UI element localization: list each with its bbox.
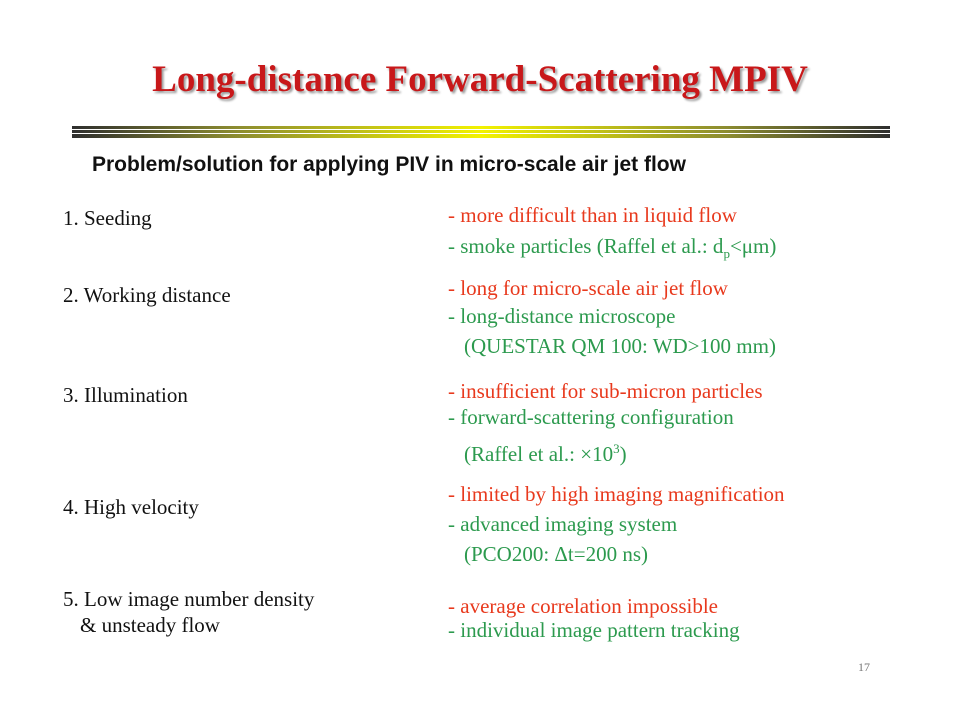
illumination-solution: - forward-scattering configuration xyxy=(448,405,734,429)
velocity-solution-detail: (PCO200: Δt=200 ns) xyxy=(464,542,649,566)
page-title: Long-distance Forward-Scattering MPIV xyxy=(152,59,808,100)
item-image-density xyxy=(63,586,314,638)
item-label-line1: 5. Low image number density xyxy=(63,587,315,611)
item-label: 3. Illumination xyxy=(63,383,188,407)
distance-problem: - long for micro-scale air jet flow xyxy=(448,276,728,300)
item-label: 4. High velocity xyxy=(63,495,199,519)
item-high-velocity xyxy=(63,495,199,520)
item-label: 1. Seeding xyxy=(63,206,152,230)
density-solution: - individual image pattern tracking xyxy=(448,618,740,642)
title-divider xyxy=(72,126,890,138)
distance-solution: - long-distance microscope xyxy=(448,304,676,328)
seeding-solution: - smoke particles (Raffel et al.: $d_p<\mu m$) xyxy=(448,234,777,262)
illumination-detail: (Raffel et al.: $\times 10^3$) xyxy=(464,441,627,466)
item-illumination xyxy=(63,383,188,408)
distance-solution-detail: (QUESTAR QM 100: WD>100 mm) xyxy=(464,334,776,358)
slide-subtitle: Problem/solution for applying PIV in micro-scale air jet flow xyxy=(92,153,686,176)
seeding-problem: - more difficult than in liquid flow xyxy=(448,203,737,227)
item-label-line2: & unsteady flow xyxy=(80,613,220,637)
illumination-problem: - insufficient for sub-micron particles xyxy=(448,379,763,403)
item-label: 2. Working distance xyxy=(63,283,231,307)
item-seeding xyxy=(63,206,152,231)
notes-illumination xyxy=(448,379,763,466)
item-working-distance xyxy=(63,283,231,308)
notes-image-density xyxy=(448,594,740,642)
notes-high-velocity xyxy=(448,482,785,566)
page-number: 17 xyxy=(858,660,870,674)
density-problem: - average correlation impossible xyxy=(448,594,718,618)
notes-seeding xyxy=(448,203,776,266)
velocity-solution: - advanced imaging system xyxy=(448,512,678,536)
velocity-problem: - limited by high imaging magnification xyxy=(448,482,785,506)
notes-working-distance xyxy=(448,276,776,358)
